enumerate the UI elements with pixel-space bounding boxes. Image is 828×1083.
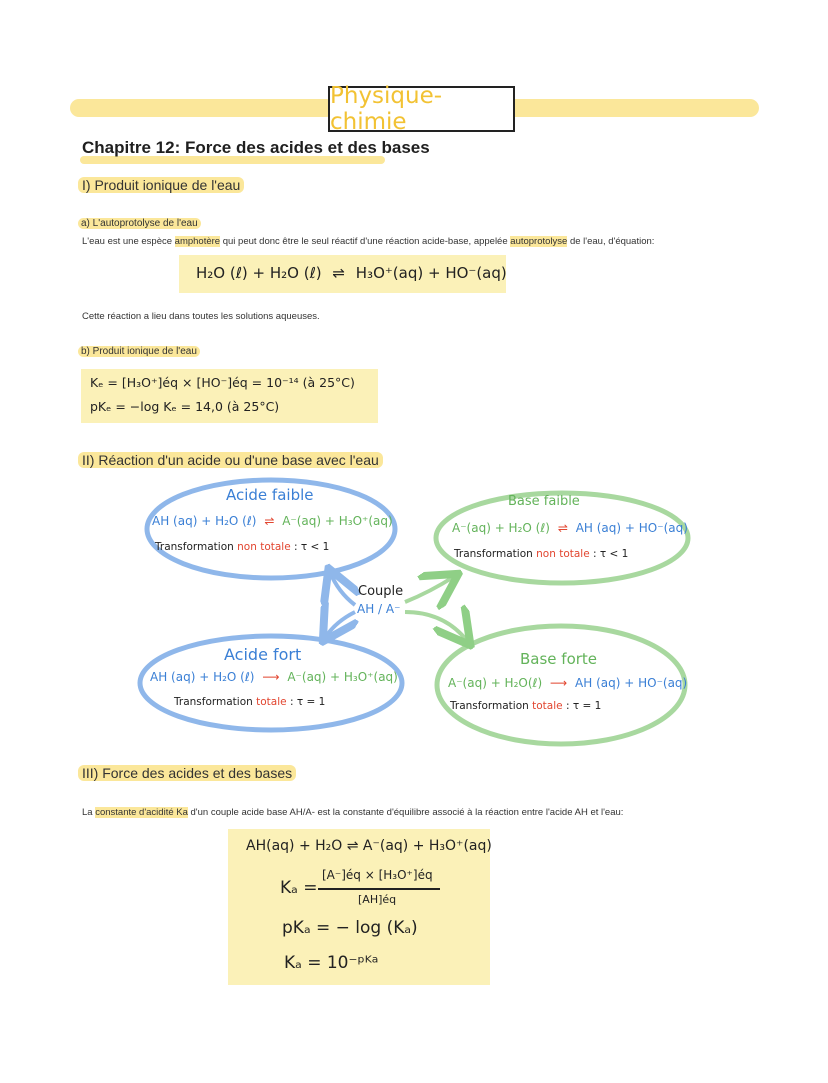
base-forte-transformation: Transformation totale : τ = 1 — [450, 700, 602, 712]
arrow-to-base-faible — [405, 576, 455, 602]
section-1-title: I) Produit ionique de l'eau — [78, 177, 244, 193]
subsection-b-title: b) Produit ionique de l'eau — [78, 346, 200, 357]
section-2-title: II) Réaction d'un acide ou d'une base avec l'eau — [78, 452, 383, 468]
ka-numerator: [A⁻]éq × [H₃O⁺]éq — [322, 868, 433, 882]
arrow-to-acide-fort — [325, 612, 355, 638]
acide-fort-title: Acide fort — [224, 645, 302, 664]
acide-faible-equation: AH (aq) + H₂O (ℓ) ⇌ A⁻(aq) + H₃O⁺(aq) — [152, 514, 393, 528]
ke-line: Kₑ = [H₃O⁺]éq × [HO⁻]éq = 10⁻¹⁴ (à 25°C) — [90, 375, 355, 390]
base-faible-equation: A⁻(aq) + H₂O (ℓ) ⇌ AH (aq) + HO⁻(aq) — [452, 521, 688, 535]
pka-formula: pKₐ = − log (Kₐ) — [282, 918, 418, 938]
ka-reaction: AH(aq) + H₂O ⇌ A⁻(aq) + H₃O⁺(aq) — [246, 838, 492, 854]
couple-pair: AH / A⁻ — [357, 602, 401, 616]
ka-denominator: [AH]éq — [358, 893, 397, 906]
mark-autoprotolyse: autoprotolyse — [510, 236, 568, 247]
arrow-to-base-forte — [405, 612, 468, 642]
ka-label: Kₐ = — [280, 878, 318, 898]
acide-fort-transformation: Transformation totale : τ = 1 — [174, 696, 326, 708]
ka-fraction-bar — [318, 888, 440, 890]
acide-faible-title: Acide faible — [226, 486, 314, 504]
couple-label: Couple — [358, 584, 404, 599]
base-faible-transformation: Transformation non totale : τ < 1 — [454, 548, 629, 560]
mark-amphotere: amphotère — [174, 236, 221, 247]
ka-paragraph: La constante d'acidité Ka d'un couple acide base AH/A- est la constante d'équilibre associé à la réaction entre l'acide AH et l'eau: — [82, 807, 624, 818]
acide-fort-equation: AH (aq) + H₂O (ℓ) ⟶ A⁻(aq) + H₃O⁺(aq) — [150, 670, 398, 684]
autoprotolyse-equation: H₂O (ℓ) + H₂O (ℓ) ⇌ H₃O⁺(aq) + HO⁻(aq) — [196, 264, 507, 282]
mark-ka: constante d'acidité Ka — [95, 807, 188, 818]
arrow-to-acide-faible — [330, 572, 355, 605]
aqueous-note: Cette réaction a lieu dans toutes les solutions aqueuses. — [82, 311, 320, 322]
base-forte-title: Base forte — [520, 650, 598, 668]
section-3-title: III) Force des acides et des bases — [78, 765, 296, 781]
acide-faible-transformation: Transformation non totale : τ < 1 — [155, 541, 330, 553]
ka-power-formula: Kₐ = 10⁻ᵖᴷᵃ — [284, 953, 379, 973]
base-faible-title: Base faible — [508, 494, 580, 509]
page-title: Physique-chimie — [328, 86, 515, 132]
subsection-a-title: a) L'autoprotolyse de l'eau — [78, 218, 201, 229]
autoprotolyse-paragraph: L'eau est une espèce amphotère qui peut donc être le seul réactif d'une réaction acide-base, appelée autoprotolyse de l'eau, d'équation: — [82, 236, 655, 247]
chapter-title: Chapitre 12: Force des acides et des bases — [82, 138, 430, 157]
base-forte-equation: A⁻(aq) + H₂O(ℓ) ⟶ AH (aq) + HO⁻(aq) — [448, 676, 688, 690]
pke-line: pKₑ = −log Kₑ = 14,0 (à 25°C) — [90, 399, 280, 414]
